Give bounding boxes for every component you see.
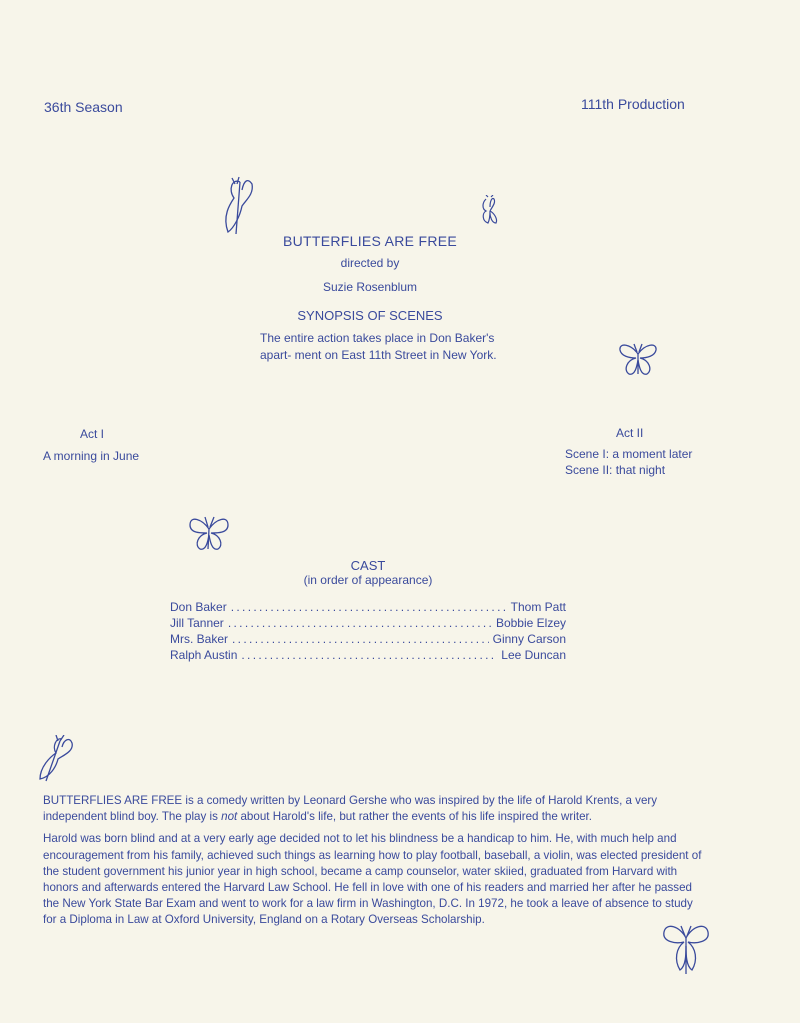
notes-text: is a comedy written by Leonard Gershe who was inspired by the life of Harold Krents, a very independent blind boy. The play is bbox=[43, 794, 658, 824]
cast-row bbox=[170, 599, 566, 615]
cast-actor: Thom Patt bbox=[510, 600, 566, 614]
production-label: 111th Production bbox=[581, 96, 685, 112]
synopsis-heading: SYNOPSIS OF SCENES bbox=[297, 308, 443, 323]
notes-emphasis: not bbox=[221, 810, 238, 824]
cast-subheading: (in order of appearance) bbox=[303, 573, 433, 587]
act1-description: A morning in June bbox=[43, 449, 140, 463]
cast-actor: Ginny Carson bbox=[492, 632, 566, 646]
act1-label: Act I bbox=[80, 427, 105, 441]
act2-scene2: Scene II: that night bbox=[565, 463, 666, 477]
notes-paragraph bbox=[43, 793, 703, 825]
act2-scene1: Scene I: a moment later bbox=[565, 447, 693, 461]
play-title: BUTTERFLIES ARE FREE bbox=[282, 233, 458, 249]
leader-dots bbox=[241, 647, 497, 663]
butterfly-icon bbox=[36, 735, 78, 783]
director-name: Suzie Rosenblum bbox=[322, 280, 418, 294]
notes-title: BUTTERFLIES ARE FREE bbox=[43, 794, 183, 807]
notes-text: about Harold's life, but rather the events of his life inspired the writer. bbox=[237, 810, 592, 824]
cast-role: Ralph Austin bbox=[170, 648, 238, 662]
play-notes bbox=[43, 793, 703, 935]
butterfly-icon bbox=[218, 176, 258, 238]
cast-row bbox=[170, 631, 566, 647]
cast-role: Don Baker bbox=[170, 600, 227, 614]
season-label: 36th Season bbox=[44, 99, 123, 115]
butterfly-icon bbox=[617, 340, 659, 378]
leader-dots bbox=[232, 631, 489, 647]
butterfly-icon bbox=[478, 195, 502, 227]
cast-row bbox=[170, 647, 566, 663]
butterfly-icon bbox=[186, 513, 232, 553]
cast-heading: CAST bbox=[350, 558, 386, 573]
act2-label: Act II bbox=[616, 426, 644, 440]
cast-actor: Bobbie Elzey bbox=[495, 616, 566, 630]
cast-role: Jill Tanner bbox=[170, 616, 224, 630]
leader-dots bbox=[228, 615, 492, 631]
cast-role: Mrs. Baker bbox=[170, 632, 229, 646]
cast-actor: Lee Duncan bbox=[501, 648, 566, 662]
notes-paragraph: Harold was born blind and at a very early age decided not to let his blindness be a handicap to him. He, with much help and encouragement from his family, achieved such things as learning how to play football, baseball, a violin, was elected president of the student government his junior year in high school, became a camp counselor, water skiied, graduated from Harvard with honors and afterwards entered the Harvard Law School. He fell in love with one of his readers and married her after he passed the New York State Bar Exam and went to work for a law firm in Washington, D.C. In 1972, he took a leave of absence to study for a Diploma in Law at Oxford University, England on a Rotary Overseas Scholarship. bbox=[43, 832, 702, 927]
synopsis-text: The entire action takes place in Don Baker's apart- ment on East 11th Street in New York. bbox=[260, 331, 497, 362]
cast-row bbox=[170, 615, 566, 631]
directed-by-label: directed by bbox=[340, 256, 400, 270]
cast-list bbox=[170, 599, 566, 663]
leader-dots bbox=[231, 599, 507, 615]
